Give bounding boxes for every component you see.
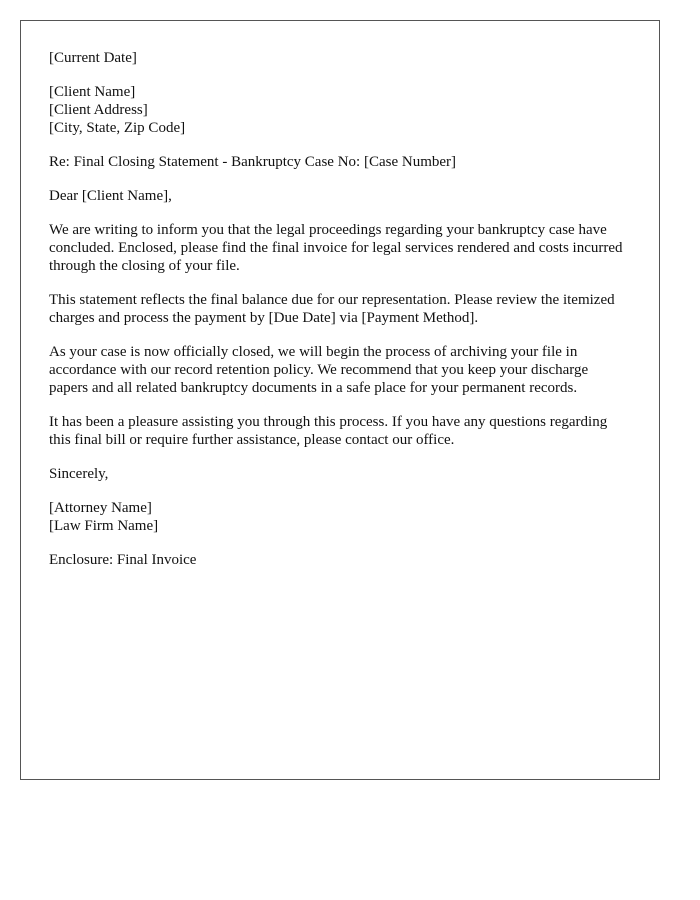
closing: [49, 465, 631, 483]
closing-text: Sincerely,: [49, 466, 109, 482]
body-paragraph-3: As your case is now officially closed, we will begin the process of archiving your file in accordance with our record retention policy. We recommend that you keep your discharge papers and all related bankruptcy documents in a safe place for your permanent records.: [49, 344, 589, 396]
enclosure-text: Enclosure: Final Invoice: [49, 552, 197, 568]
salutation-text: Dear [Client Name],: [49, 188, 172, 204]
letter-date: [49, 49, 631, 67]
letter-page: [20, 20, 660, 780]
subject-text: Re: Final Closing Statement - Bankruptcy Case No: [Case Number]: [49, 154, 457, 170]
salutation: [49, 187, 631, 205]
subject-line: [49, 153, 631, 171]
enclosure-note: [49, 551, 631, 569]
body-paragraph-1: We are writing to inform you that the legal proceedings regarding your bankruptcy case have concluded. Enclosed, please find the final invoice for legal services rendered and costs incurred through the closing of your file.: [49, 222, 623, 274]
recipient-address: [Client Address]: [49, 102, 148, 118]
date-text: [Current Date]: [49, 50, 137, 66]
law-firm-name: [Law Firm Name]: [49, 518, 159, 534]
recipient-address-block: [49, 83, 631, 137]
signature-block: [49, 499, 631, 535]
attorney-name: [Attorney Name]: [49, 500, 152, 516]
body-paragraph-2: This statement reflects the final balance due for our representation. Please review the itemized charges and process the payment by [Due Date] via [Payment Method].: [49, 292, 615, 326]
recipient-name: [Client Name]: [49, 84, 136, 100]
recipient-city-state-zip: [City, State, Zip Code]: [49, 120, 186, 136]
body-paragraph-4: It has been a pleasure assisting you through this process. If you have any questions regarding this final bill or require further assistance, please contact our office.: [49, 414, 608, 448]
